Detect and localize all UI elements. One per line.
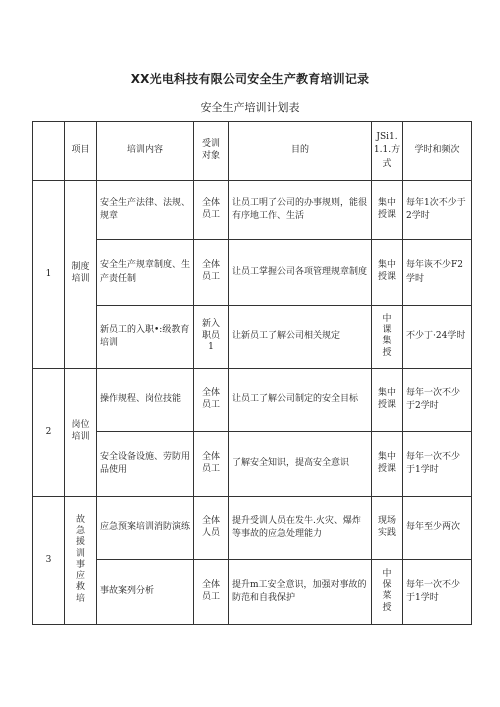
training-content: 安全生产规章制度、生产责任制 [97, 240, 194, 306]
training-purpose: 提升受训人员在发牛.火灾、爆炸等事故的应急处理能力 [229, 497, 372, 560]
document-title: XX光电科技有限公司安全生产教育培训记录 [130, 72, 370, 86]
training-purpose: 了解安全知识，提高安全意识 [229, 432, 372, 497]
header-target: 受训对象 [194, 122, 229, 181]
table-row [33, 369, 472, 432]
table-row [33, 497, 472, 560]
training-method: 集中授课 [372, 181, 403, 240]
training-target: 全体人员 [194, 497, 229, 560]
training-target: 全体员工 [194, 181, 229, 240]
group-name: 故急援训事应救培 [65, 497, 97, 625]
group-name: 制度培训 [65, 181, 97, 369]
table-row [33, 181, 472, 240]
training-content: 应急预案培训消防演练 [97, 497, 194, 560]
training-purpose: 让员工了解公司制定的安全目标 [229, 369, 372, 432]
training-time: 每年一次不少于2学时 [403, 369, 472, 432]
training-target: 新入职员1 [194, 306, 229, 369]
table-row [33, 306, 472, 369]
header-method: JSi1.1.1.方式 [372, 122, 403, 181]
training-method: 集中授课 [372, 432, 403, 497]
training-content: 新员工的入职•:级教育培训 [97, 306, 194, 369]
training-time: 每年至少两次 [403, 497, 472, 560]
training-content: 操作规程、岗位技能 [97, 369, 194, 432]
training-target: 全体员工 [194, 432, 229, 497]
training-method: 中课集授 [372, 306, 403, 369]
training-purpose: 让新员工了解公司相关规定 [229, 306, 372, 369]
training-target: 全体员工 [194, 560, 229, 625]
training-content: 安全设备设施、劳防用品使用 [97, 432, 194, 497]
header-project: 项目 [65, 122, 97, 181]
training-target: 全体员工 [194, 369, 229, 432]
training-purpose: 提升m工安全意识，加强对事故的防范和自我保护 [229, 560, 372, 625]
training-method: 现场实践 [372, 497, 403, 560]
training-time: 每年诙不少F2学时 [403, 240, 472, 306]
group-name: 岗位培训 [65, 369, 97, 497]
training-purpose: 让员工明了公司的办事规则，能很有序地工作、生活 [229, 181, 372, 240]
table-title: 安全生产培训计划表 [200, 101, 300, 114]
training-target: 全体员工 [194, 240, 229, 306]
header-time: 学时和频次 [403, 122, 472, 181]
training-plan-table [32, 121, 472, 625]
training-time: 不少丁·24学时 [403, 306, 472, 369]
table-row [33, 240, 472, 306]
group-number: 1 [33, 181, 65, 369]
training-time: 每年一次不少于1学时 [403, 432, 472, 497]
table-row [33, 432, 472, 497]
training-purpose: 让员工掌握公司各项管理规章制度 [229, 240, 372, 306]
training-time: 每年一次不少于1学时 [403, 560, 472, 625]
group-number: 2 [33, 369, 65, 497]
training-method: 集中授课 [372, 240, 403, 306]
group-number: 3 [33, 497, 65, 625]
header-number [33, 122, 65, 181]
training-content: 事故案列分析 [97, 560, 194, 625]
training-content: 安全生产法律、法规、规章 [97, 181, 194, 240]
table-row [33, 560, 472, 625]
training-method: 中保菜授 [372, 560, 403, 625]
training-method: 集中授课 [372, 369, 403, 432]
header-content: 培训内容 [97, 122, 194, 181]
header-row [33, 122, 472, 181]
header-purpose: 目的 [229, 122, 372, 181]
training-time: 每年1次不少于2学时 [403, 181, 472, 240]
